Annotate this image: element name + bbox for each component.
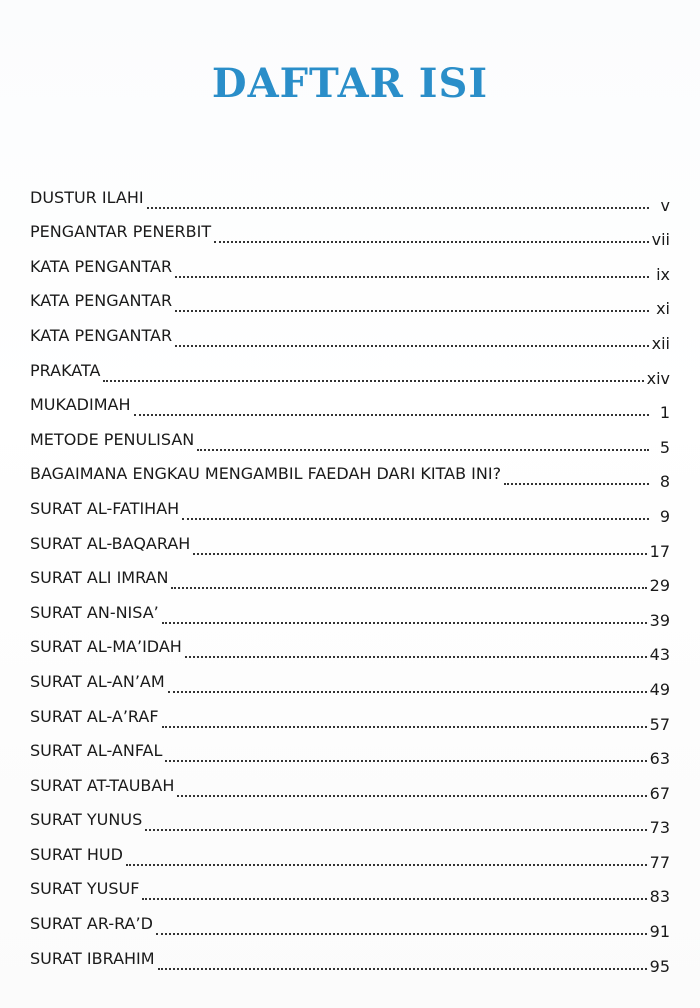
toc-entry-page-number: vii [651, 230, 670, 250]
toc-entry [30, 491, 670, 526]
toc-entry-page-number: 49 [649, 679, 670, 699]
toc-entry-title: PENGANTAR PENERBIT [30, 222, 212, 242]
toc-entry [30, 595, 670, 630]
toc-entry-title: SURAT AN-NISA’ [30, 602, 159, 622]
toc-entry [30, 353, 670, 388]
toc-entry-title: SURAT AT-TAUBAH [30, 775, 175, 795]
toc-entry-page-number: 67 [649, 783, 670, 803]
toc-dot-leader [182, 517, 649, 520]
toc-dot-leader [171, 586, 646, 589]
toc-entry-title: SURAT HUD [30, 844, 123, 864]
toc-entry-page-number: 5 [659, 437, 670, 457]
toc-dot-leader [126, 863, 647, 866]
toc-entry [30, 561, 670, 596]
toc-entry-page-number: xiv [646, 368, 670, 388]
toc-entry-title: PRAKATA [30, 360, 101, 380]
toc-entry-title: SURAT AL-FATIHAH [30, 498, 180, 518]
page-title: DAFTAR ISI [211, 60, 489, 107]
toc-entry-page-number: 17 [649, 541, 670, 561]
toc-dot-leader [214, 240, 649, 243]
table-of-contents [30, 180, 670, 976]
toc-entry-page-number: xii [651, 333, 670, 353]
toc-entry-page-number: 9 [659, 506, 670, 526]
toc-entry [30, 768, 670, 803]
toc-entry-page-number: 39 [649, 610, 670, 630]
toc-entry-page-number: xi [656, 299, 670, 319]
toc-dot-leader [504, 482, 649, 485]
toc-dot-leader [158, 967, 647, 970]
toc-dot-leader [175, 275, 649, 278]
toc-entry [30, 734, 670, 769]
toc-entry-title: KATA PENGANTAR [30, 291, 173, 311]
toc-dot-leader [156, 932, 647, 935]
toc-entry [30, 422, 670, 457]
toc-dot-leader [197, 448, 649, 451]
toc-entry-page-number: 91 [649, 922, 670, 942]
toc-dot-leader [145, 828, 646, 831]
toc-entry-title: BAGAIMANA ENGKAU MENGAMBIL FAEDAH DARI KITAB INI? [30, 464, 502, 484]
toc-entry-title: DUSTUR ILAHI [30, 187, 144, 207]
toc-dot-leader [185, 655, 647, 658]
toc-dot-leader [162, 621, 647, 624]
toc-dot-leader [162, 725, 647, 728]
toc-entry-title: KATA PENGANTAR [30, 256, 173, 276]
toc-dot-leader [175, 309, 649, 312]
toc-dot-leader [134, 413, 650, 416]
toc-entry-page-number: 63 [649, 749, 670, 769]
toc-entry-page-number: 77 [649, 852, 670, 872]
toc-entry [30, 215, 670, 250]
toc-dot-leader [165, 759, 646, 762]
toc-entry [30, 941, 670, 976]
toc-entry [30, 180, 670, 215]
toc-entry-page-number: 95 [649, 956, 670, 976]
toc-entry-title: SURAT YUNUS [30, 810, 143, 830]
toc-dot-leader [103, 379, 643, 382]
toc-entry-page-number: 8 [659, 472, 670, 492]
toc-entry [30, 318, 670, 353]
toc-dot-leader [193, 552, 646, 555]
toc-entry [30, 284, 670, 319]
toc-entry-title: KATA PENGANTAR [30, 325, 173, 345]
toc-entry-title: METODE PENULISAN [30, 429, 195, 449]
toc-dot-leader [175, 344, 649, 347]
toc-dot-leader [147, 206, 649, 209]
toc-entry [30, 457, 670, 492]
toc-entry [30, 526, 670, 561]
toc-entry-title: SURAT AL-AN’AM [30, 671, 165, 691]
toc-entry [30, 872, 670, 907]
toc-entry-page-number: v [660, 195, 670, 215]
toc-entry-title: SURAT AL-MA’IDAH [30, 637, 182, 657]
toc-entry [30, 906, 670, 941]
toc-dot-leader [142, 897, 646, 900]
toc-entry [30, 803, 670, 838]
toc-entry-title: SURAT YUSUF [30, 879, 140, 899]
toc-entry-page-number: 73 [649, 818, 670, 838]
toc-dot-leader [177, 794, 646, 797]
toc-entry-page-number: 43 [649, 645, 670, 665]
toc-entry-page-number: 57 [649, 714, 670, 734]
toc-entry-title: SURAT AL-A’RAF [30, 706, 159, 726]
toc-entry-title: SURAT AR-RA’D [30, 914, 153, 934]
toc-entry-title: SURAT IBRAHIM [30, 948, 155, 968]
toc-entry [30, 388, 670, 423]
toc-entry-title: SURAT ALI IMRAN [30, 568, 169, 588]
toc-entry-page-number: 83 [649, 887, 670, 907]
toc-entry [30, 837, 670, 872]
toc-entry-title: SURAT AL-ANFAL [30, 741, 163, 761]
toc-entry-title: SURAT AL-BAQARAH [30, 533, 191, 553]
toc-entry [30, 630, 670, 665]
toc-entry-page-number: 1 [659, 403, 670, 423]
toc-dot-leader [168, 690, 647, 693]
toc-entry-page-number: 29 [649, 576, 670, 596]
toc-entry [30, 699, 670, 734]
toc-entry-page-number: ix [656, 264, 670, 284]
toc-entry-title: MUKADIMAH [30, 395, 131, 415]
toc-entry [30, 664, 670, 699]
toc-entry [30, 249, 670, 284]
